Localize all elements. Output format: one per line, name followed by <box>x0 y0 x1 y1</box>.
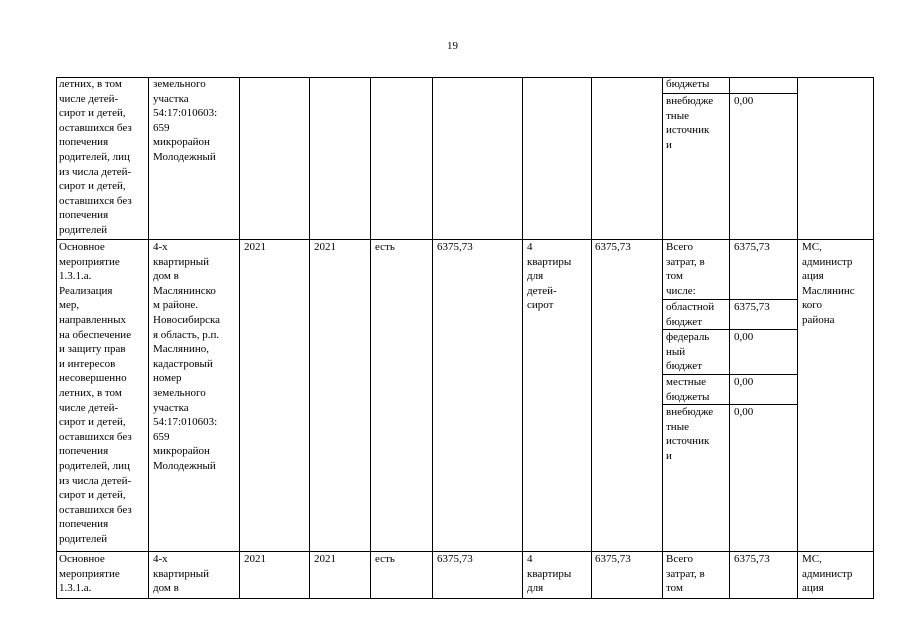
end-year-cell: 2021 <box>314 553 336 565</box>
funding-amount: 0,00 <box>734 376 754 388</box>
column-border <box>56 77 57 599</box>
cost-cell: 6375,73 <box>437 241 473 253</box>
measure-name-cell: Основное мероприятие 1.3.1.а. <box>59 553 120 595</box>
start-year-cell: 2021 <box>244 553 266 565</box>
cost-total-cell: 6375,73 <box>595 241 631 253</box>
location-cell: 4-х квартирный дом в <box>153 553 209 595</box>
funding-source-label: Всего затрат, в том <box>666 553 705 595</box>
executor-cell: МС, администр ация <box>802 553 853 595</box>
funding-amount: 0,00 <box>734 406 754 418</box>
column-border <box>239 77 240 599</box>
funding-source-label: внебюдже тные источник и <box>666 406 714 462</box>
measure-name-cell: летних, в том числе детей- сирот и детей, оставшихся без попечения родителей, лиц из числа детей- сирот и детей, оставшихся без попечения родителей <box>59 78 132 236</box>
funding-amount: 0,00 <box>734 331 754 343</box>
column-border <box>591 77 592 599</box>
column-border <box>522 77 523 599</box>
funding-source-label: местные бюджеты <box>666 376 710 403</box>
design-docs-cell: есть <box>375 241 395 253</box>
location-cell: 4-х квартирный дом в Маслянинско м районе. Новосибирска я область, р.п. Маслянино, кадастровый номер земельного участка 54:17:010603: 659 микрорайон Молодежный <box>153 241 221 472</box>
capacity-cell: 4 квартиры для <box>527 553 572 595</box>
funding-amount: 6375,73 <box>734 301 770 313</box>
funding-amount: 6375,73 <box>734 241 770 253</box>
column-border <box>662 77 663 599</box>
cost-total-cell: 6375,73 <box>595 553 631 565</box>
funding-source-label: областной бюджет <box>666 301 715 328</box>
column-border <box>309 77 310 599</box>
funding-source-label: федераль ный бюджет <box>666 331 710 373</box>
design-docs-cell: есть <box>375 553 395 565</box>
measure-name-cell: Основное мероприятие 1.3.1.а. Реализация мер, направленных на обеспечение и защиту прав и интересов несовершенно летних, в том числе детей- сирот и детей, оставшихся без попечения родителей, лиц из числа детей- сирот и детей, оставшихся без попечения родителей <box>59 241 132 545</box>
column-border <box>729 77 730 599</box>
column-border <box>432 77 433 599</box>
funding-amount: 0,00 <box>734 95 754 107</box>
funding-source-label: внебюдже тные источник и <box>666 95 714 151</box>
table-bottom-border <box>56 598 874 599</box>
column-border <box>148 77 149 599</box>
funding-source-label: бюджеты <box>666 78 710 90</box>
page-number: 19 <box>447 40 458 52</box>
end-year-cell: 2021 <box>314 241 336 253</box>
location-cell: земельного участка 54:17:010603: 659 микрорайон Молодежный <box>153 78 218 163</box>
column-border <box>873 77 874 599</box>
capacity-cell: 4 квартиры для детей- сирот <box>527 241 572 312</box>
column-border <box>370 77 371 599</box>
cost-cell: 6375,73 <box>437 553 473 565</box>
funding-source-label: Всего затрат, в том числе: <box>666 241 705 297</box>
executor-cell: МС, администр ация Маслянинс кого района <box>802 241 855 326</box>
start-year-cell: 2021 <box>244 241 266 253</box>
funding-amount: 6375,73 <box>734 553 770 565</box>
column-border <box>797 77 798 599</box>
